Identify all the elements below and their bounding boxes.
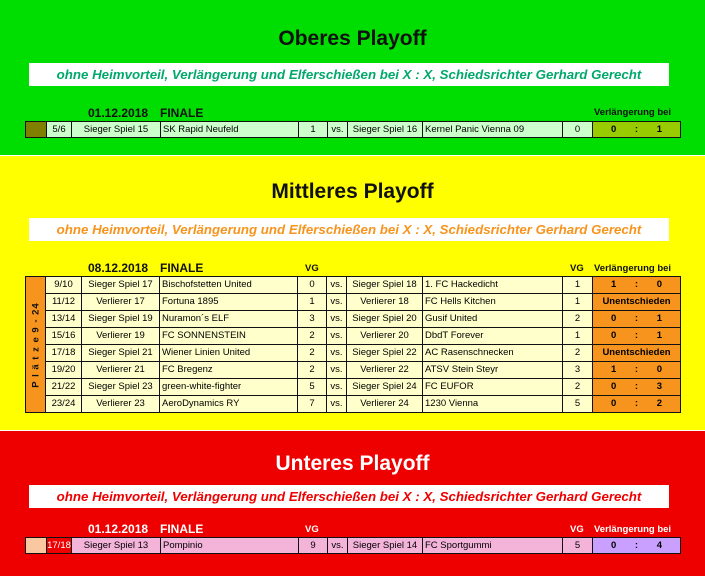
away-team-cell: FC Hells Kitchen — [423, 294, 562, 310]
place-cell: 17/18 — [47, 540, 71, 551]
away-team-cell: DbdT Forever — [423, 328, 562, 344]
place-cell: 5/6 — [47, 122, 71, 137]
home-team-cell: FC Bregenz — [160, 362, 297, 378]
home-team-cell: AeroDynamics RY — [160, 396, 297, 412]
away-slot-cell: Sieger Spiel 18 — [347, 277, 422, 293]
table-row — [46, 294, 680, 310]
home-score-cell: 2 — [298, 328, 326, 344]
home-slot-cell: Sieger Spiel 23 — [82, 379, 159, 395]
home-team-cell: FC SONNENSTEIN — [160, 328, 297, 344]
lower-playoff-title: Unteres Playoff — [275, 452, 430, 475]
row-marker — [26, 538, 46, 553]
lower-vg-header-away: VG — [570, 524, 584, 535]
overtime-sep: : — [634, 540, 639, 551]
lower-match-stage: FINALE — [160, 522, 204, 536]
upper-playoff-section — [0, 0, 705, 155]
overtime-home: 0 — [611, 381, 617, 392]
overtime-sep: : — [634, 364, 639, 375]
place-cell: 23/24 — [46, 396, 81, 412]
away-score-cell: 5 — [563, 396, 592, 412]
table-row — [46, 345, 680, 361]
away-slot-cell: Sieger Spiel 22 — [347, 345, 422, 361]
overtime-cell — [593, 362, 680, 378]
home-slot-cell: Verlierer 23 — [82, 396, 159, 412]
overtime-sep: : — [634, 398, 639, 409]
middle-vg-header-home: VG — [305, 263, 319, 274]
home-team-cell: Nuramon´s ELF — [160, 311, 297, 327]
overtime-cell — [593, 538, 680, 553]
vs-cell: vs. — [327, 362, 346, 378]
away-score-cell: 2 — [563, 311, 592, 327]
home-team-cell: green-white-fighter — [160, 379, 297, 395]
middle-playoff-section — [0, 156, 705, 430]
place-cell: 11/12 — [46, 294, 81, 310]
overtime-cell — [593, 122, 680, 137]
overtime-away: 3 — [656, 381, 662, 392]
middle-match-stage: FINALE — [160, 261, 204, 275]
upper-playoff-rules-notice: ohne Heimvorteil, Verlängerung und Elferschießen bei X : X, Schiedsrichter Gerhard Gerecht — [29, 63, 669, 86]
table-row — [46, 277, 680, 293]
middle-match-table — [45, 276, 681, 413]
place-cell: 19/20 — [46, 362, 81, 378]
vs-cell: vs. — [327, 277, 346, 293]
overtime-home: 0 — [611, 330, 617, 341]
overtime-away: 1 — [656, 330, 662, 341]
away-score-cell: 1 — [563, 294, 592, 310]
middle-match-date: 08.12.2018 — [88, 261, 149, 275]
away-score-cell: 2 — [563, 379, 592, 395]
home-score-cell: 2 — [298, 362, 326, 378]
home-score-cell: 9 — [299, 538, 327, 553]
away-team-cell: Kernel Panic Vienna 09 — [423, 122, 562, 137]
overtime-away: 0 — [656, 279, 662, 290]
middle-playoff-title: Mittleres Playoff — [271, 180, 434, 203]
home-slot-cell: Verlierer 17 — [82, 294, 159, 310]
overtime-home: 1 — [611, 279, 617, 290]
middle-vg-header-away: VG — [570, 263, 584, 274]
overtime-cell — [593, 277, 680, 293]
away-slot-cell: Sieger Spiel 24 — [347, 379, 422, 395]
overtime-cell — [593, 328, 680, 344]
overtime-sep: : — [634, 279, 639, 290]
home-team-cell: Fortuna 1895 — [160, 294, 297, 310]
lower-playoff-rules-notice: ohne Heimvorteil, Verlängerung und Elferschießen bei X : X, Schiedsrichter Gerhard Gerecht — [29, 485, 669, 508]
overtime-home: 0 — [611, 540, 617, 551]
home-slot-cell: Verlierer 21 — [82, 362, 159, 378]
away-score-cell: 1 — [563, 277, 592, 293]
vs-cell: vs. — [327, 294, 346, 310]
home-slot-cell: Verlierer 19 — [82, 328, 159, 344]
away-team-cell: ATSV Stein Steyr — [423, 362, 562, 378]
home-score-cell: 7 — [298, 396, 326, 412]
overtime-home: 0 — [611, 313, 617, 324]
overtime-away: 2 — [656, 398, 662, 409]
overtime-sep: : — [634, 124, 639, 135]
vs-cell: vs. — [328, 538, 347, 553]
overtime-away: 1 — [656, 124, 662, 135]
table-row — [26, 122, 680, 137]
home-score-cell: 1 — [298, 294, 326, 310]
place-cell: 21/22 — [46, 379, 81, 395]
overtime-sep: : — [634, 330, 639, 341]
places-side-label-text: P l ä t z e 9 - 24 — [30, 301, 41, 388]
places-side-label — [25, 276, 46, 413]
overtime-away: 1 — [656, 313, 662, 324]
away-slot-cell: Verlierer 24 — [347, 396, 422, 412]
home-slot-cell: Sieger Spiel 17 — [82, 277, 159, 293]
home-team-cell: Pompinio — [161, 538, 298, 553]
home-score-cell: 0 — [298, 277, 326, 293]
overtime-cell — [593, 379, 680, 395]
away-team-cell: 1230 Vienna — [423, 396, 562, 412]
overtime-cell — [593, 311, 680, 327]
away-slot-cell: Sieger Spiel 20 — [347, 311, 422, 327]
away-team-cell: FC EUFOR — [423, 379, 562, 395]
upper-match-stage: FINALE — [160, 106, 204, 120]
vs-cell: vs. — [327, 345, 346, 361]
away-score-cell: 3 — [563, 362, 592, 378]
table-row — [46, 379, 680, 395]
overtime-away: 0 — [656, 364, 662, 375]
vs-cell: vs. — [328, 122, 347, 137]
away-score-cell: 2 — [563, 345, 592, 361]
table-row — [46, 328, 680, 344]
place-cell: 9/10 — [46, 277, 81, 293]
table-row — [46, 396, 680, 412]
lower-vg-header-home: VG — [305, 524, 319, 535]
overtime-home: 1 — [611, 364, 617, 375]
lower-match-row — [25, 537, 681, 554]
upper-match-date: 01.12.2018 — [88, 106, 149, 120]
home-team-cell: Bischofstetten United — [160, 277, 297, 293]
overtime-away: 4 — [656, 540, 662, 551]
place-cell: 13/14 — [46, 311, 81, 327]
home-team-cell: Wiener Linien United — [160, 345, 297, 361]
home-slot-cell: Sieger Spiel 15 — [72, 122, 160, 137]
home-slot-cell: Sieger Spiel 19 — [82, 311, 159, 327]
middle-overtime-header: Verlängerung bei — [594, 263, 672, 274]
upper-overtime-header: Verlängerung bei — [594, 107, 672, 118]
lower-overtime-header: Verlängerung bei — [594, 524, 672, 535]
home-slot-cell: Sieger Spiel 21 — [82, 345, 159, 361]
overtime-cell — [593, 396, 680, 412]
away-slot-cell: Sieger Spiel 14 — [348, 538, 422, 553]
overtime-home: 0 — [611, 124, 617, 135]
away-slot-cell: Verlierer 20 — [347, 328, 422, 344]
table-row — [46, 311, 680, 327]
place-cell: 15/16 — [46, 328, 81, 344]
away-slot-cell: Verlierer 22 — [347, 362, 422, 378]
home-score-cell: 2 — [298, 345, 326, 361]
away-slot-cell: Verlierer 18 — [347, 294, 422, 310]
place-cell: 17/18 — [46, 345, 81, 361]
home-slot-cell: Sieger Spiel 13 — [72, 538, 160, 553]
home-team-cell: SK Rapid Neufeld — [161, 122, 298, 137]
lower-playoff-section — [0, 431, 705, 576]
row-marker — [26, 122, 46, 137]
vs-cell: vs. — [327, 311, 346, 327]
upper-playoff-title: Oberes Playoff — [278, 27, 427, 50]
away-score-cell: 5 — [563, 538, 592, 553]
overtime-sep: : — [634, 381, 639, 392]
home-score-cell: 3 — [298, 311, 326, 327]
middle-playoff-rules-notice: ohne Heimvorteil, Verlängerung und Elferschießen bei X : X, Schiedsrichter Gerhard Gerecht — [29, 218, 669, 241]
away-team-cell: Gusif United — [423, 311, 562, 327]
table-row — [26, 538, 680, 553]
home-score-cell: 5 — [298, 379, 326, 395]
away-team-cell: FC Sportgummi — [423, 538, 562, 553]
vs-cell: vs. — [327, 396, 346, 412]
vs-cell: vs. — [327, 379, 346, 395]
away-score-cell: 1 — [563, 328, 592, 344]
away-team-cell: 1. FC Hackedicht — [423, 277, 562, 293]
overtime-sep: : — [634, 313, 639, 324]
away-slot-cell: Sieger Spiel 16 — [348, 122, 422, 137]
overtime-cell: Unentschieden — [593, 294, 680, 310]
home-score-cell: 1 — [299, 122, 327, 137]
upper-match-row — [25, 121, 681, 138]
overtime-home: 0 — [611, 398, 617, 409]
away-score-cell: 0 — [563, 122, 592, 137]
overtime-cell: Unentschieden — [593, 345, 680, 361]
lower-match-date: 01.12.2018 — [88, 522, 149, 536]
away-team-cell: AC Rasenschnecken — [423, 345, 562, 361]
vs-cell: vs. — [327, 328, 346, 344]
table-row — [46, 362, 680, 378]
